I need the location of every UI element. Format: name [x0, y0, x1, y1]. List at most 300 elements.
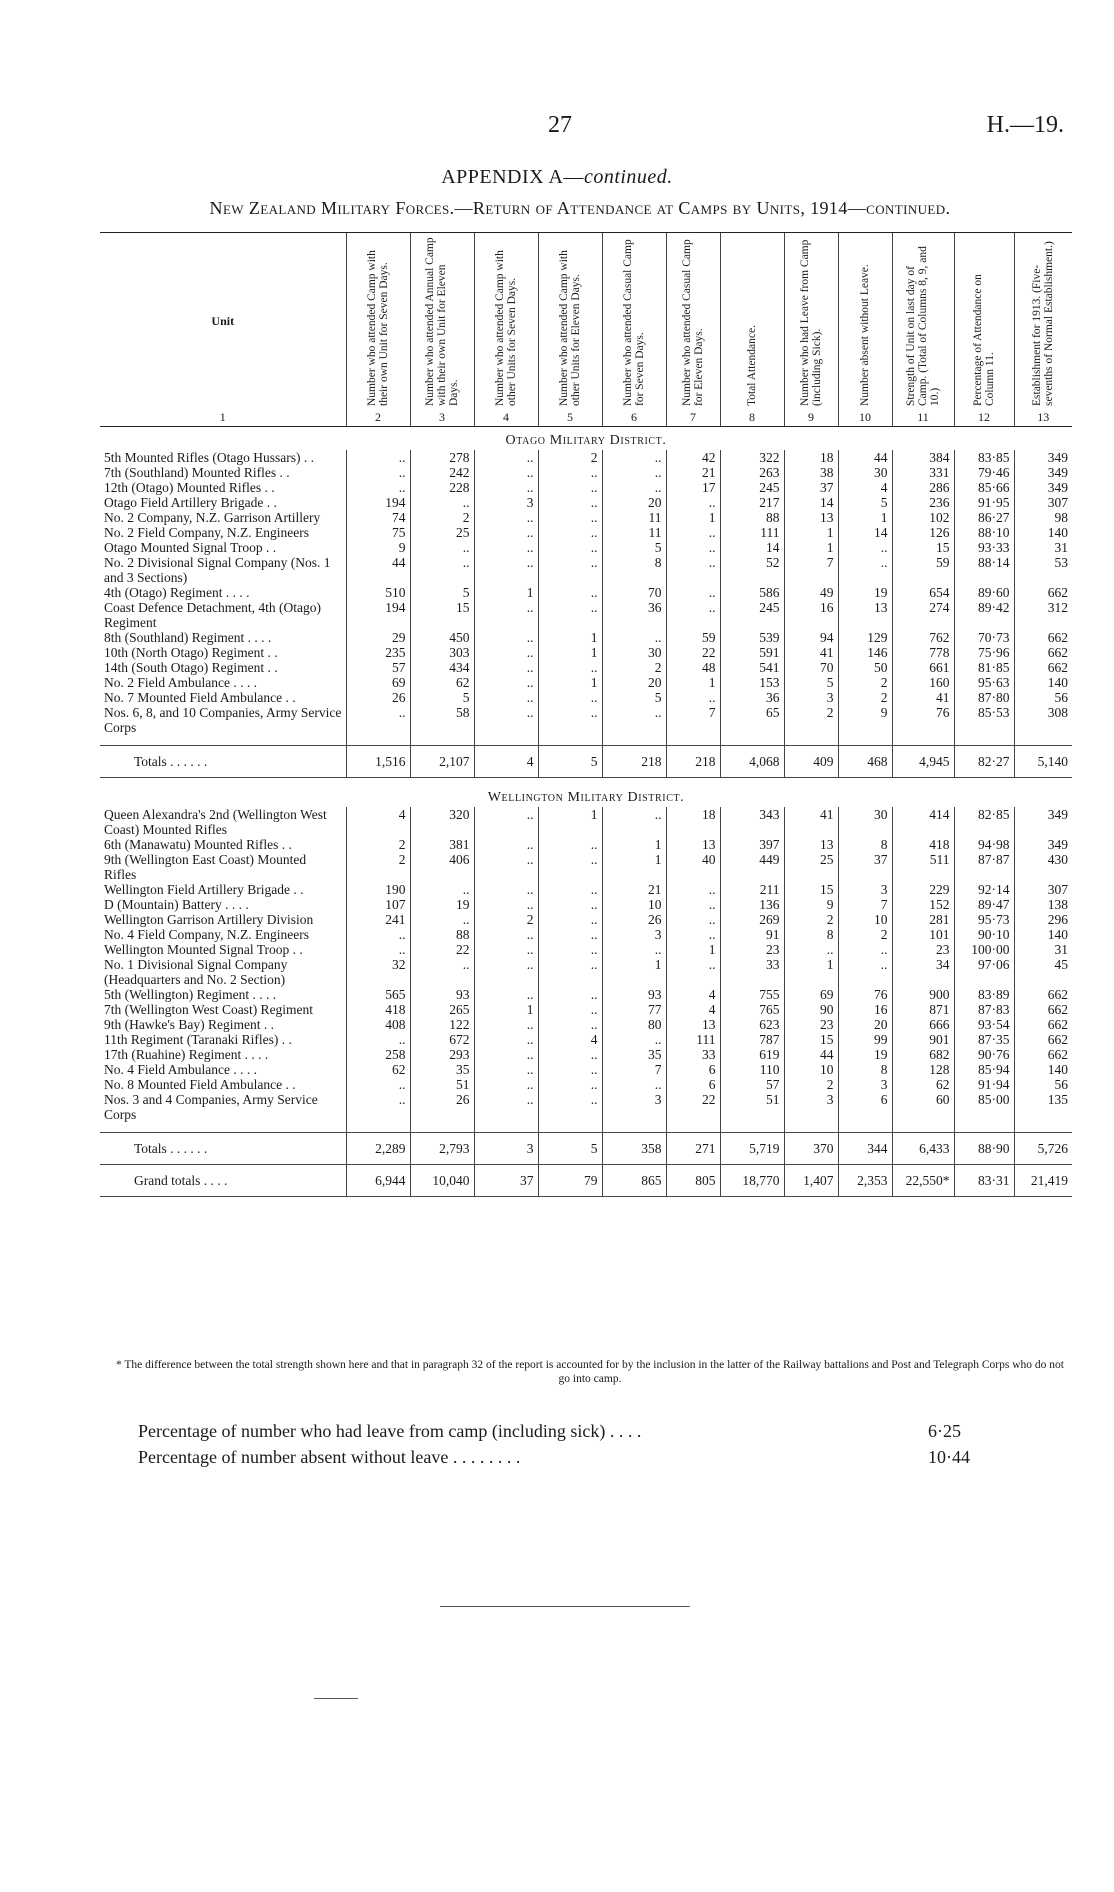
table-cell: 52: [720, 555, 784, 585]
totals-cell: 2,793: [410, 1133, 474, 1165]
table-cell: 1: [666, 510, 720, 525]
table-cell: ..: [410, 540, 474, 555]
table-cell: 107: [346, 897, 410, 912]
table-cell: 10: [784, 1062, 838, 1077]
table-cell: 88·14: [954, 555, 1014, 585]
unit-label: Wellington Mounted Signal Troop . .: [104, 942, 303, 957]
table-cell: ..: [538, 957, 602, 987]
table-cell: 265: [410, 1002, 474, 1017]
table-cell: 228: [410, 480, 474, 495]
table-cell: 4: [666, 987, 720, 1002]
table-cell: 2: [838, 690, 892, 705]
grand-totals-label: Grand totals . . . .: [100, 1165, 346, 1197]
district-heading-row: [100, 427, 1072, 451]
summary-label: Percentage of number who had leave from camp (including sick) . . . .: [138, 1421, 642, 1441]
totals-cell: 409: [784, 746, 838, 778]
spacer-cell: [666, 1122, 720, 1133]
unit-label: Nos. 3 and 4 Companies, Army Service Corps: [104, 1092, 318, 1122]
table-cell: ..: [538, 942, 602, 957]
table-cell: ..: [538, 1062, 602, 1077]
table-row: [100, 540, 1072, 555]
table-cell: 13: [784, 510, 838, 525]
table-cell: 93·54: [954, 1017, 1014, 1032]
table-cell: 2: [410, 510, 474, 525]
column-header-label: Number who attended Camp with other Units for Seven Days.: [494, 250, 518, 406]
table-cell: 2: [474, 912, 538, 927]
table-cell: ..: [474, 525, 538, 540]
table-cell: ..: [666, 495, 720, 510]
table-cell: ..: [474, 837, 538, 852]
table-cell: ..: [474, 675, 538, 690]
table-cell: 900: [892, 987, 954, 1002]
spacer-cell: [602, 1122, 666, 1133]
table-cell: ..: [666, 600, 720, 630]
table-cell: 662: [1014, 1047, 1072, 1062]
table-cell: 83·89: [954, 987, 1014, 1002]
unit-label: Wellington Field Artillery Brigade . .: [104, 882, 304, 897]
table-row: [100, 450, 1072, 465]
table-cell: 79·46: [954, 465, 1014, 480]
table-cell: 32: [346, 957, 410, 987]
unit-name: [100, 510, 346, 525]
table-cell: 56: [1014, 690, 1072, 705]
table-cell: 2: [346, 852, 410, 882]
table-cell: ..: [474, 807, 538, 837]
table-cell: 1: [838, 510, 892, 525]
table-cell: 23: [720, 942, 784, 957]
table-cell: 16: [838, 1002, 892, 1017]
table-cell: 307: [1014, 882, 1072, 897]
table-row: [100, 495, 1072, 510]
table-cell: 85·66: [954, 480, 1014, 495]
table-cell: 26: [346, 690, 410, 705]
table-cell: 6: [666, 1077, 720, 1092]
table-cell: ..: [474, 957, 538, 987]
table-cell: 194: [346, 495, 410, 510]
unit-label: No. 2 Company, N.Z. Garrison Artillery: [104, 510, 321, 525]
grand-totals-cell: 18,770: [720, 1165, 784, 1197]
table-cell: 30: [838, 465, 892, 480]
table-cell: 70: [602, 585, 666, 600]
main-title: New Zealand Military Forces.—Return of Attendance at Camps by Units, 1914—continued.: [209, 198, 951, 218]
table-cell: 40: [666, 852, 720, 882]
table-cell: 89·60: [954, 585, 1014, 600]
unit-label: 9th (Hawke's Bay) Regiment . .: [104, 1017, 275, 1032]
table-cell: ..: [410, 912, 474, 927]
attendance-table: [100, 232, 1072, 1197]
table-cell: 331: [892, 465, 954, 480]
column-header: [666, 233, 720, 410]
table-cell: 13: [838, 600, 892, 630]
table-cell: 22: [410, 942, 474, 957]
table-cell: 11: [602, 510, 666, 525]
table-cell: 56: [1014, 1077, 1072, 1092]
column-header: [954, 233, 1014, 410]
column-header: [410, 233, 474, 410]
table-cell: 241: [346, 912, 410, 927]
table-cell: 245: [720, 600, 784, 630]
table-cell: 31: [1014, 540, 1072, 555]
table-cell: 99: [838, 1032, 892, 1047]
table-cell: 81·85: [954, 660, 1014, 675]
table-cell: 20: [838, 1017, 892, 1032]
table-cell: 70: [784, 660, 838, 675]
table-cell: 397: [720, 837, 784, 852]
table-cell: 217: [720, 495, 784, 510]
grand-totals-cell: 22,550*: [892, 1165, 954, 1197]
column-number: 2: [346, 409, 410, 427]
table-cell: 5: [410, 585, 474, 600]
table-cell: ..: [666, 540, 720, 555]
table-cell: 3: [838, 882, 892, 897]
table-cell: 98: [1014, 510, 1072, 525]
table-cell: 8: [784, 927, 838, 942]
column-header: [474, 233, 538, 410]
appendix-continued: continued.: [583, 166, 673, 188]
table-cell: ..: [538, 927, 602, 942]
closing-rule-short: [314, 1698, 358, 1699]
table-cell: 666: [892, 1017, 954, 1032]
table-cell: 23: [892, 942, 954, 957]
table-cell: ..: [474, 555, 538, 585]
spacer-cell: [954, 735, 1014, 746]
spacer-cell: [346, 735, 410, 746]
table-cell: 85·94: [954, 1062, 1014, 1077]
table-row: [100, 705, 1072, 735]
table-cell: 8: [838, 1062, 892, 1077]
table-row: [100, 480, 1072, 495]
grand-totals-cell: 805: [666, 1165, 720, 1197]
table-cell: 85·53: [954, 705, 1014, 735]
table-cell: 135: [1014, 1092, 1072, 1122]
table-cell: 18: [784, 450, 838, 465]
unit-label: No. 2 Field Company, N.Z. Engineers: [104, 525, 309, 540]
table-cell: 1: [602, 852, 666, 882]
table-cell: 5: [602, 690, 666, 705]
unit-name: [100, 1077, 346, 1092]
table-cell: ..: [602, 1077, 666, 1092]
unit-name: [100, 660, 346, 675]
unit-label: Nos. 6, 8, and 10 Companies, Army Service Corps: [104, 705, 342, 735]
totals-cell: 6,433: [892, 1133, 954, 1165]
totals-cell: 344: [838, 1133, 892, 1165]
table-cell: 91·94: [954, 1077, 1014, 1092]
column-header-label: Percentage of Attendance on Column 11.: [972, 274, 996, 406]
unit-name: [100, 852, 346, 882]
table-cell: ..: [474, 645, 538, 660]
unit-name: [100, 987, 346, 1002]
unit-label: No. 2 Divisional Signal Company (Nos. 1 and 3 Sections): [104, 555, 331, 585]
table-row: [100, 510, 1072, 525]
unit-name: [100, 912, 346, 927]
table-cell: 662: [1014, 987, 1072, 1002]
unit-label: Wellington Garrison Artillery Division: [104, 912, 314, 927]
table-row: [100, 600, 1072, 630]
table-cell: 211: [720, 882, 784, 897]
summary-label: Percentage of number absent without leave . . . . . . . .: [138, 1447, 521, 1467]
table-cell: 44: [784, 1047, 838, 1062]
column-header-label: Number who attended Camp with their own Unit for Seven Days.: [366, 250, 390, 406]
spacer-cell: [1014, 735, 1072, 746]
column-header: [100, 233, 346, 410]
table-cell: 8: [838, 837, 892, 852]
spacer-cell: [100, 1122, 346, 1133]
unit-label: No. 4 Field Company, N.Z. Engineers: [104, 927, 309, 942]
grand-totals-cell: 1,407: [784, 1165, 838, 1197]
table-cell: ..: [474, 1032, 538, 1047]
table-cell: 1: [602, 837, 666, 852]
table-cell: ..: [538, 660, 602, 675]
table-cell: 57: [720, 1077, 784, 1092]
table-cell: ..: [602, 450, 666, 465]
table-cell: 9: [838, 705, 892, 735]
table-row: [100, 987, 1072, 1002]
table-row: [100, 927, 1072, 942]
table-cell: 51: [720, 1092, 784, 1122]
table-cell: 83·85: [954, 450, 1014, 465]
table-cell: ..: [538, 480, 602, 495]
column-header-label: Strength of Unit on last day of Camp. (Total of Columns 8, 9, and 10.): [905, 246, 941, 406]
spacer-cell: [410, 1122, 474, 1133]
table-cell: 278: [410, 450, 474, 465]
table-cell: ..: [784, 942, 838, 957]
table-cell: ..: [474, 852, 538, 882]
table-cell: 778: [892, 645, 954, 660]
table-cell: 45: [1014, 957, 1072, 987]
unit-name: [100, 1062, 346, 1077]
table-cell: 30: [838, 807, 892, 837]
table-row: [100, 837, 1072, 852]
table-cell: 274: [892, 600, 954, 630]
table-cell: 381: [410, 837, 474, 852]
spacer-cell: [474, 1122, 538, 1133]
spacer-cell: [410, 735, 474, 746]
totals-cell: 5,719: [720, 1133, 784, 1165]
totals-cell: 2,107: [410, 746, 474, 778]
table-cell: 9: [346, 540, 410, 555]
table-cell: 1: [538, 645, 602, 660]
totals-cell: 88·90: [954, 1133, 1014, 1165]
unit-name: [100, 645, 346, 660]
table-cell: 418: [892, 837, 954, 852]
table-cell: 10: [838, 912, 892, 927]
table-cell: 26: [410, 1092, 474, 1122]
table-cell: 510: [346, 585, 410, 600]
unit-label: No. 1 Divisional Signal Company (Headquarters and No. 2 Section): [104, 957, 288, 987]
table-cell: 1: [538, 807, 602, 837]
totals-cell: 4,945: [892, 746, 954, 778]
table-row: [100, 1047, 1072, 1062]
table-cell: ..: [474, 1017, 538, 1032]
table-cell: 62: [346, 1062, 410, 1077]
table-cell: 75: [346, 525, 410, 540]
spacer-cell: [784, 1122, 838, 1133]
table-cell: ..: [474, 480, 538, 495]
totals-cell: 5: [538, 746, 602, 778]
table-cell: 5: [838, 495, 892, 510]
table-cell: 320: [410, 807, 474, 837]
table-cell: ..: [538, 987, 602, 1002]
column-header: [720, 233, 784, 410]
table-cell: 37: [784, 480, 838, 495]
district-heading: Otago Military District.: [505, 433, 667, 448]
table-cell: 762: [892, 630, 954, 645]
table-cell: 258: [346, 1047, 410, 1062]
table-cell: 138: [1014, 897, 1072, 912]
table-cell: ..: [666, 585, 720, 600]
table-cell: 414: [892, 807, 954, 837]
table-cell: ..: [538, 897, 602, 912]
table-cell: 263: [720, 465, 784, 480]
table-cell: 19: [838, 585, 892, 600]
summary-value: 6·25: [928, 1421, 961, 1441]
table-cell: ..: [474, 705, 538, 735]
column-number: 13: [1014, 409, 1072, 427]
column-number-row: [100, 409, 1072, 427]
table-cell: 25: [410, 525, 474, 540]
table-cell: 13: [784, 837, 838, 852]
table-cell: 62: [410, 675, 474, 690]
unit-label: 4th (Otago) Regiment . . . .: [104, 585, 250, 600]
unit-name: [100, 927, 346, 942]
grand-totals-cell: 865: [602, 1165, 666, 1197]
table-cell: 4: [666, 1002, 720, 1017]
totals-cell: 5,726: [1014, 1133, 1072, 1165]
table-cell: 93: [410, 987, 474, 1002]
table-cell: ..: [346, 465, 410, 480]
table-cell: 3: [602, 927, 666, 942]
table-cell: 3: [784, 1092, 838, 1122]
table-cell: 129: [838, 630, 892, 645]
table-cell: 901: [892, 1032, 954, 1047]
table-cell: 146: [838, 645, 892, 660]
table-cell: 14: [784, 495, 838, 510]
table-cell: 74: [346, 510, 410, 525]
table-cell: 26: [602, 912, 666, 927]
unit-name: [100, 897, 346, 912]
table-cell: 16: [784, 600, 838, 630]
table-cell: 95·73: [954, 912, 1014, 927]
table-cell: ..: [538, 912, 602, 927]
table-cell: 95·63: [954, 675, 1014, 690]
table-cell: ..: [538, 540, 602, 555]
table-cell: 22: [666, 645, 720, 660]
table-cell: ..: [410, 555, 474, 585]
page-reference: H.—19.: [986, 112, 1064, 138]
table-cell: 662: [1014, 1017, 1072, 1032]
table-cell: ..: [602, 480, 666, 495]
table-row: [100, 660, 1072, 675]
table-cell: 91: [720, 927, 784, 942]
table-cell: 1: [602, 957, 666, 987]
spacer-cell: [720, 1122, 784, 1133]
page-number: 27: [548, 112, 572, 138]
table-cell: 122: [410, 1017, 474, 1032]
table-cell: ..: [410, 495, 474, 510]
table-row: [100, 1062, 1072, 1077]
table-cell: 755: [720, 987, 784, 1002]
table-cell: 87·80: [954, 690, 1014, 705]
table-cell: 76: [892, 705, 954, 735]
closing-rule: [440, 1606, 690, 1607]
table-cell: ..: [666, 690, 720, 705]
unit-name: [100, 1092, 346, 1122]
unit-label: D (Mountain) Battery . . . .: [104, 897, 249, 912]
column-header-label: Unit: [211, 313, 235, 328]
table-cell: ..: [538, 1047, 602, 1062]
table-cell: 30: [602, 645, 666, 660]
table-cell: 13: [666, 837, 720, 852]
column-header-label: Number who had Leave from Camp (including Sick).: [799, 239, 823, 406]
column-number: 5: [538, 409, 602, 427]
table-cell: 787: [720, 1032, 784, 1047]
grand-totals-cell: 83·31: [954, 1165, 1014, 1197]
column-header-label: Number who attended Annual Camp with their own Unit for Eleven Days.: [424, 237, 460, 406]
table-cell: 33: [666, 1047, 720, 1062]
totals-label: Totals . . . . . .: [100, 1133, 346, 1165]
table-cell: 58: [410, 705, 474, 735]
table-cell: 1: [538, 630, 602, 645]
totals-cell: 5: [538, 1133, 602, 1165]
unit-name: [100, 1047, 346, 1062]
summary-row: [138, 1444, 1018, 1470]
spacer-cell: [1014, 1122, 1072, 1133]
table-cell: ..: [346, 1032, 410, 1047]
table-cell: 1: [784, 540, 838, 555]
table-cell: 87·35: [954, 1032, 1014, 1047]
column-header-label: Number absent without Leave.: [859, 264, 871, 406]
table-cell: 38: [784, 465, 838, 480]
column-number: 12: [954, 409, 1014, 427]
district-heading-row: [100, 784, 1072, 807]
table-cell: 140: [1014, 927, 1072, 942]
table-cell: 662: [1014, 645, 1072, 660]
totals-cell: 5,140: [1014, 746, 1072, 778]
table-cell: 3: [784, 690, 838, 705]
column-header: [346, 233, 410, 410]
table-row: [100, 690, 1072, 705]
table-cell: ..: [538, 705, 602, 735]
column-number: 11: [892, 409, 954, 427]
unit-label: 9th (Wellington East Coast) Mounted Rifles: [104, 852, 307, 882]
table-cell: 539: [720, 630, 784, 645]
spacer-cell: [474, 735, 538, 746]
table-cell: 33: [720, 957, 784, 987]
table-cell: ..: [474, 882, 538, 897]
table-cell: ..: [346, 927, 410, 942]
unit-label: 7th (Wellington West Coast) Regiment: [104, 1002, 314, 1017]
table-cell: ..: [346, 942, 410, 957]
table-row: [100, 1017, 1072, 1032]
table-cell: 591: [720, 645, 784, 660]
spacer-cell: [892, 1122, 954, 1133]
table-cell: 31: [1014, 942, 1072, 957]
unit-label: 17th (Ruahine) Regiment . . . .: [104, 1047, 269, 1062]
spacer-cell: [666, 735, 720, 746]
table-cell: 152: [892, 897, 954, 912]
table-cell: 871: [892, 1002, 954, 1017]
table-cell: 62: [892, 1077, 954, 1092]
table-cell: 662: [1014, 660, 1072, 675]
table-cell: 48: [666, 660, 720, 675]
table-cell: ..: [538, 525, 602, 540]
totals-cell: 4,068: [720, 746, 784, 778]
table-cell: 21: [602, 882, 666, 897]
unit-label: No. 7 Mounted Field Ambulance . .: [104, 690, 296, 705]
table-row: [100, 465, 1072, 480]
table-cell: 5: [602, 540, 666, 555]
totals-cell: 1,516: [346, 746, 410, 778]
